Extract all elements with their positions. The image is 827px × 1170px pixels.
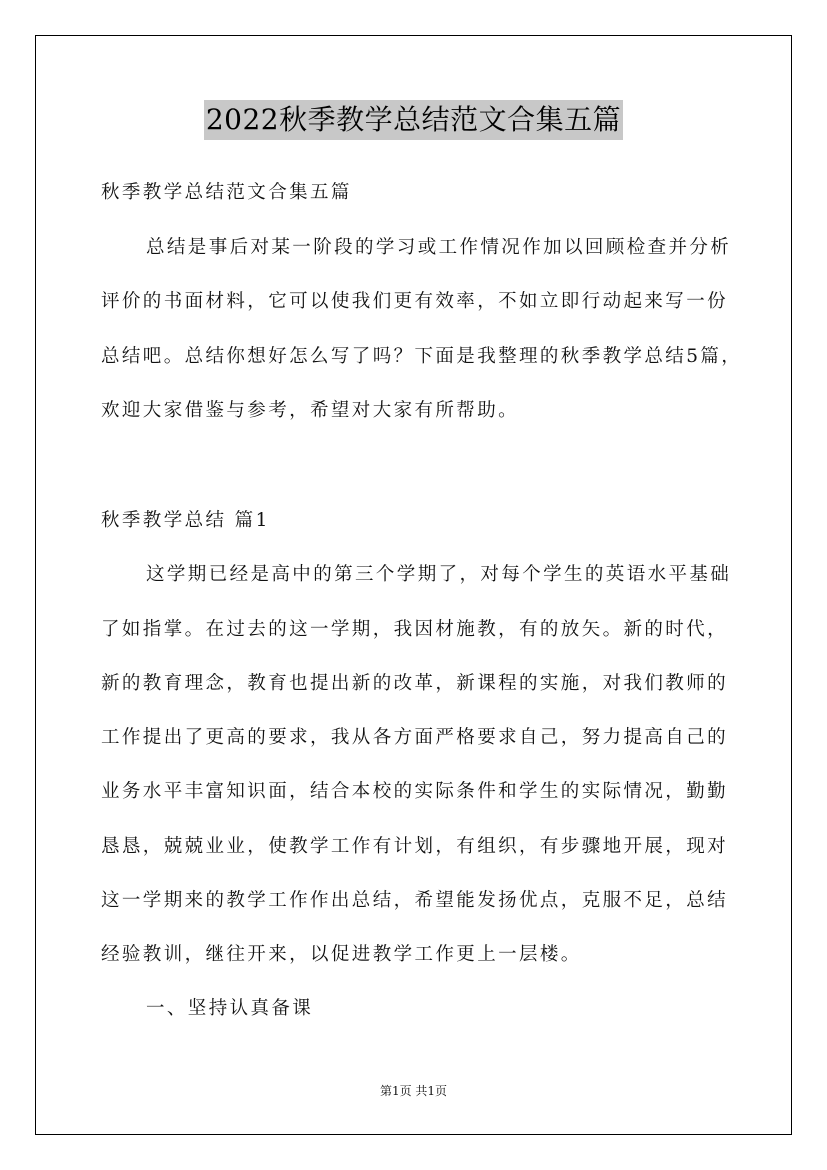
- paragraph-line: 这学期已经是高中的第三个学期了，对每个学生的英语水平基础: [146, 564, 732, 585]
- paragraph-line: 评价的书面材料，它可以使我们更有效率，不如立即行动起来写一份: [101, 291, 729, 312]
- paragraph-line: 总结是事后对某一阶段的学习或工作情况作加以回顾检查并分析: [146, 237, 732, 258]
- paragraph-line: 总结吧。总结你想好怎么写了吗？下面是我整理的秋季教学总结5篇，: [101, 346, 743, 367]
- subsection-heading: 一、坚持认真备课: [146, 998, 314, 1019]
- paragraph-line: 欢迎大家借鉴与参考，希望对大家有所帮助。: [101, 400, 520, 421]
- paragraph-line: 经验教训，继往开来，以促进教学工作更上一层楼。: [101, 944, 582, 965]
- paragraph-line: 新的教育理念，教育也提出新的改革，新课程的实施，对我们教师的: [101, 673, 729, 694]
- paragraph-line: 恳恳，兢兢业业，使教学工作有计划，有组织，有步骤地开展，现对: [101, 836, 729, 857]
- document-title: 2022秋季教学总结范文合集五篇: [204, 100, 623, 140]
- paragraph-line: 了如指掌。在过去的这一学期，我因材施教，有的放矢。新的时代，: [101, 619, 729, 640]
- section-heading: 秋季教学总结 篇1: [101, 510, 270, 531]
- title-container: [0, 100, 827, 140]
- subtitle-line: 秋季教学总结范文合集五篇: [101, 182, 352, 203]
- paragraph-line: 工作提出了更高的要求，我从各方面严格要求自己，努力提高自己的: [101, 727, 729, 748]
- page-footer: 第1页 共1页: [379, 1084, 448, 1098]
- paragraph-line: 这一学期来的教学工作作出总结，希望能发扬优点，克服不足，总结: [101, 890, 729, 911]
- paragraph-line: 业务水平丰富知识面，结合本校的实际条件和学生的实际情况，勤勤: [101, 781, 729, 802]
